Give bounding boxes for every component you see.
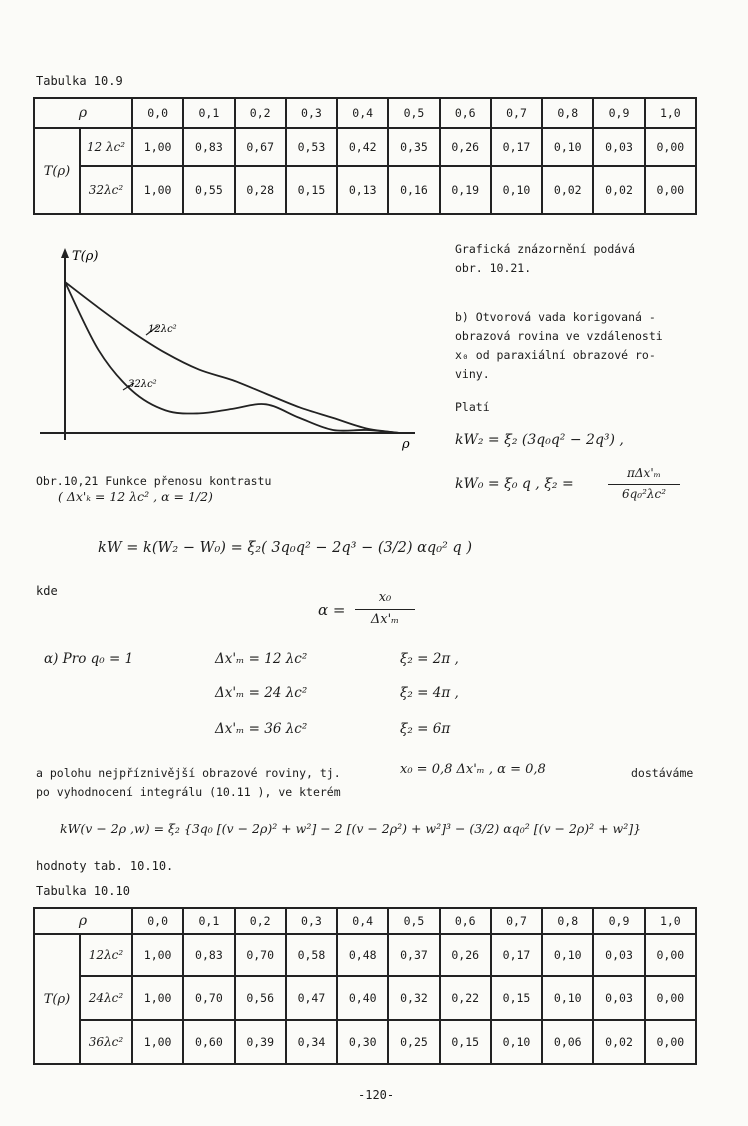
table-cell: 0,83 (183, 128, 234, 166)
table-cell: 0,17 (491, 128, 542, 166)
curve1-label: 12λc² (148, 324, 177, 335)
table-cell: 0,10 (542, 128, 593, 166)
alpha-denominator: Δx'ₘ (370, 612, 400, 627)
table-cell: 0,00 (645, 976, 696, 1020)
case-xi: ξ₂ = 6π (400, 721, 451, 737)
table-cell: 0,15 (491, 976, 542, 1020)
right-text-b2: obrazová rovina ve vzdálenosti (455, 329, 663, 343)
table-10-9 (33, 97, 697, 215)
table-cell: 0,37 (388, 934, 439, 976)
table-cell: 0,28 (235, 166, 286, 214)
col-header: 0,1 (183, 98, 234, 128)
xi2-numerator: πΔx'ₘ (627, 466, 661, 480)
y-axis-arrow (61, 248, 69, 258)
table-cell: 0,03 (593, 934, 644, 976)
table-cell: 0,22 (440, 976, 491, 1020)
table-cell: 0,70 (183, 976, 234, 1020)
col-header: 0,7 (491, 98, 542, 128)
figure-caption-line2: ( Δx'ₖ = 12 λc² , α = 1/2) (58, 489, 213, 504)
alpha-numerator: x₀ (378, 590, 392, 605)
table-cell: 0,40 (337, 976, 388, 1020)
alpha-lhs: α = (318, 601, 346, 619)
case-dx: Δx'ₘ = 36 λc² (215, 721, 308, 737)
right-text-b4: viny. (455, 367, 490, 381)
right-text-plati: Platí (455, 400, 490, 414)
row-label: 12λc² (80, 934, 132, 976)
case-xi: ξ₂ = 2π , (400, 651, 459, 667)
table-10-10 (33, 907, 697, 1065)
col-header: 0,1 (183, 908, 234, 934)
table-cell: 0,03 (593, 128, 644, 166)
table-cell: 0,13 (337, 166, 388, 214)
col-header: 0,3 (286, 98, 337, 128)
table-cell: 0,58 (286, 934, 337, 976)
row-label: 12 λc² (80, 128, 132, 166)
table-cell: 0,42 (337, 128, 388, 166)
table-cell: 0,67 (235, 128, 286, 166)
hodnoty-text: hodnoty tab. 10.10. (36, 859, 174, 873)
col-header: 0,9 (593, 908, 644, 934)
kde-label: kde (36, 584, 58, 598)
table-cell: 0,83 (183, 934, 234, 976)
table-cell: 0,10 (491, 166, 542, 214)
table-cell: 0,10 (491, 1020, 542, 1064)
table-cell: 0,10 (542, 934, 593, 976)
col-header: 0,7 (491, 908, 542, 934)
table-cell: 0,26 (440, 934, 491, 976)
paragraph-end: dostáváme (631, 766, 694, 780)
table-cell: 0,15 (440, 1020, 491, 1064)
y-axis-label: T(ρ) (72, 249, 99, 264)
series-line-2 (65, 282, 400, 433)
table-cell: 0,48 (337, 934, 388, 976)
table-cell: 1,00 (132, 934, 183, 976)
col-header: 0,6 (440, 98, 491, 128)
row-group-label: T(ρ) (34, 128, 80, 214)
case-dx: Δx'ₘ = 24 λc² (215, 685, 308, 701)
table-cell: 0,70 (235, 934, 286, 976)
table-cell: 0,00 (645, 128, 696, 166)
table1-caption: Tabulka 10.9 (36, 74, 123, 88)
table-cell: 0,16 (388, 166, 439, 214)
table-cell: 0,34 (286, 1020, 337, 1064)
equation-w2: kW₂ = ξ₂ (3q₀q² − 2q³) , (455, 432, 624, 448)
col-header: 0,6 (440, 908, 491, 934)
col-header: 0,9 (593, 98, 644, 128)
col-header: 0,0 (132, 908, 183, 934)
table-cell: 0,25 (388, 1020, 439, 1064)
col-header: 0,2 (235, 98, 286, 128)
paragraph-line1: a polohu nejpříznivější obrazové roviny, tj. (36, 766, 341, 780)
page-number: -120- (358, 1088, 395, 1102)
paragraph-equation: x₀ = 0,8 Δx'ₘ , α = 0,8 (400, 762, 546, 777)
table-cell: 0,17 (491, 934, 542, 976)
table-cell: 0,60 (183, 1020, 234, 1064)
col-header: 0,4 (337, 908, 388, 934)
paragraph-line2: po vyhodnocení integrálu (10.11 ), ve kterém (36, 785, 341, 799)
col-header: 0,3 (286, 908, 337, 934)
row-label: 24λc² (80, 976, 132, 1020)
table-cell: 0,02 (542, 166, 593, 214)
col-header: 1,0 (645, 98, 696, 128)
table-cell: 0,00 (645, 934, 696, 976)
x-axis-label: ρ (402, 437, 410, 452)
table-cell: 1,00 (132, 976, 183, 1020)
xi2-denominator: 6q₀²λc² (621, 487, 667, 501)
table-cell: 0,02 (593, 166, 644, 214)
row-label: 32λc² (80, 166, 132, 214)
col-header: 0,2 (235, 908, 286, 934)
integral-equation: kW(v − 2ρ ,w) = ξ₂ {3q₀ [(v − 2ρ)² + w²] − 2 [(v − 2ρ²) + w²]³ − (3/2) αq₀² [(v − 2ρ)² + w²]} (60, 821, 642, 836)
table-cell: 0,55 (183, 166, 234, 214)
case-dx: Δx'ₘ = 12 λc² (215, 651, 308, 667)
row-group-label: T(ρ) (34, 934, 80, 1064)
fraction-bar (355, 609, 415, 610)
table-cell: 1,00 (132, 128, 183, 166)
table-cell: 0,26 (440, 128, 491, 166)
fraction-bar (608, 484, 680, 485)
rho-header: ρ (34, 98, 132, 128)
table-cell: 0,15 (286, 166, 337, 214)
col-header: 0,0 (132, 98, 183, 128)
table-cell: 0,47 (286, 976, 337, 1020)
table-cell: 0,56 (235, 976, 286, 1020)
right-text-line2: obr. 10.21. (455, 261, 532, 275)
table-cell: 0,06 (542, 1020, 593, 1064)
table-cell: 0,19 (440, 166, 491, 214)
table-cell: 1,00 (132, 166, 183, 214)
case-xi: ξ₂ = 4π , (400, 685, 459, 701)
table-cell: 0,02 (593, 1020, 644, 1064)
right-text-b1: b) Otvorová vada korigovaná - (455, 310, 656, 324)
table-cell: 0,00 (645, 166, 696, 214)
rho-header: ρ (34, 908, 132, 934)
table2-caption: Tabulka 10.10 (36, 884, 130, 898)
col-header: 0,8 (542, 98, 593, 128)
table-cell: 0,32 (388, 976, 439, 1020)
table-cell: 0,35 (388, 128, 439, 166)
table-cell: 0,10 (542, 976, 593, 1020)
table-cell: 0,53 (286, 128, 337, 166)
col-header: 0,5 (388, 98, 439, 128)
table-cell: 1,00 (132, 1020, 183, 1064)
case-prefix: α) Pro q₀ = 1 (44, 651, 134, 667)
col-header: 1,0 (645, 908, 696, 934)
series-line-1 (65, 282, 400, 433)
table-cell: 0,30 (337, 1020, 388, 1064)
col-header: 0,4 (337, 98, 388, 128)
col-header: 0,5 (388, 908, 439, 934)
curve2-label: 32λc² (128, 379, 157, 390)
table-cell: 0,00 (645, 1020, 696, 1064)
right-text-b3: x₀ od paraxiální obrazové ro- (455, 348, 656, 362)
right-text-line1: Grafická znázornění podává (455, 242, 636, 256)
main-equation: kW = k(W₂ − W₀) = ξ₂( 3q₀q² − 2q³ − (3/2) αq₀² q ) (98, 540, 472, 556)
table-cell: 0,03 (593, 976, 644, 1020)
equation-w0: kW₀ = ξ₀ q , ξ₂ = (455, 476, 574, 492)
table-cell: 0,39 (235, 1020, 286, 1064)
figure-caption-line1: Obr.10,21 Funkce přenosu kontrastu (36, 474, 272, 488)
contrast-transfer-plot (30, 240, 430, 460)
row-label: 36λc² (80, 1020, 132, 1064)
col-header: 0,8 (542, 908, 593, 934)
